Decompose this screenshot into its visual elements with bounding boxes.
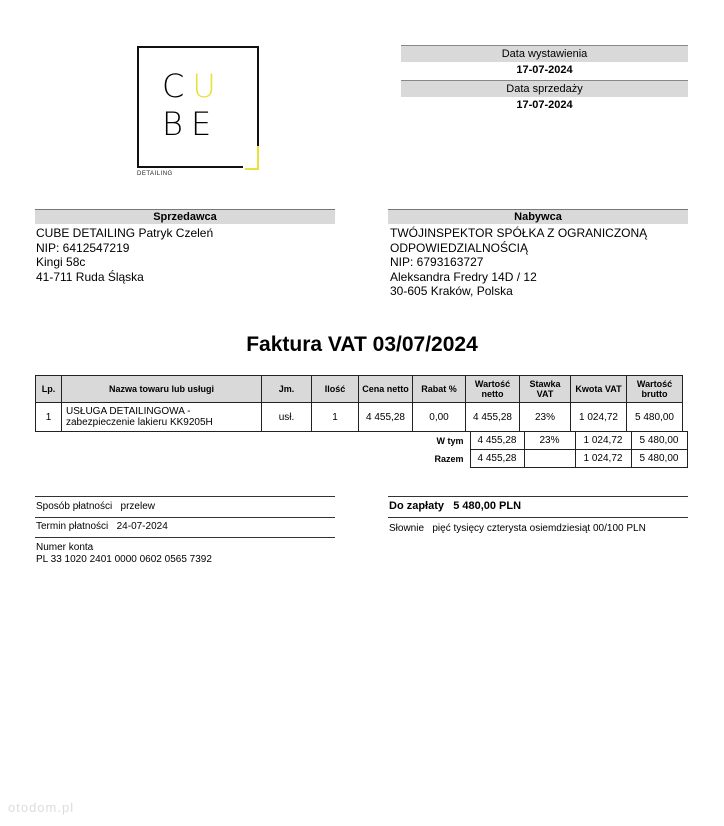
cell-value-net: 4 455,28 [466, 403, 520, 432]
summary-wtym-gross: 5 480,00 [631, 432, 687, 450]
to-pay-top-divider [388, 496, 688, 497]
buyer-name-line2: ODPOWIEDZIALNOŚCIĄ [390, 240, 529, 255]
summary-row-razem [35, 450, 687, 468]
to-pay-value: 5 480,00 PLN [453, 500, 522, 512]
table-row [36, 403, 683, 432]
buyer-header: Nabywca [388, 209, 688, 224]
seller-block [36, 226, 213, 284]
cell-price-net: 4 455,28 [359, 403, 413, 432]
col-header-value-net: Wartość netto [466, 376, 520, 403]
summary-wtym-label: W tym [436, 435, 464, 446]
cell-discount: 0,00 [413, 403, 466, 432]
cell-unit: usł. [262, 403, 312, 432]
payment-due-label: Termin płatności [36, 521, 109, 532]
col-header-value-gross: Wartość brutto [627, 376, 683, 403]
summary-table [35, 431, 688, 468]
cell-value-gross: 5 480,00 [627, 403, 683, 432]
cell-name-line2: zabezpieczenie lakieru KK9205H [66, 417, 213, 428]
payment-due-value: 24-07-2024 [116, 521, 168, 532]
summary-wtym-net: 4 455,28 [470, 432, 524, 450]
summary-razem-label: Razem [434, 453, 464, 464]
payment-method-row [36, 497, 336, 517]
summary-razem-vat: 1 024,72 [575, 450, 631, 468]
issue-date-value: 17-07-2024 [516, 64, 573, 76]
summary-razem-rate [524, 450, 575, 468]
bank-account-block [36, 542, 212, 566]
items-table [35, 375, 683, 432]
col-header-name: Nazwa towaru lub usługi [62, 376, 262, 403]
col-header-unit: Jm. [262, 376, 312, 403]
seller-nip: NIP: 6412547219 [36, 240, 130, 255]
logo-letter-u: U [192, 67, 224, 105]
cell-vat-amount: 1 024,72 [571, 403, 627, 432]
logo-accent-vertical [257, 146, 259, 170]
summary-row-wtym [35, 432, 687, 450]
summary-razem-gross: 5 480,00 [631, 450, 687, 468]
payment-due-row [36, 517, 336, 537]
buyer-block [390, 226, 647, 299]
col-header-vat-amount: Kwota VAT [571, 376, 627, 403]
cell-lp: 1 [36, 403, 62, 432]
summary-razem-net: 4 455,28 [470, 450, 524, 468]
payment-method-label: Sposób płatności [36, 501, 113, 512]
sale-date-value: 17-07-2024 [516, 99, 573, 111]
logo-letter-c: C [162, 67, 193, 105]
amount-in-words-row [389, 523, 646, 534]
seller-city: 41-711 Ruda Śląska [36, 269, 144, 284]
seller-name: CUBE DETAILING Patryk Czeleń [36, 226, 214, 240]
summary-wtym-vat: 1 024,72 [575, 432, 631, 450]
payment-bottom-divider [35, 537, 335, 538]
cell-name-line1: USŁUGA DETAILINGOWA - [66, 406, 191, 417]
seller-street: Kingi 58c [36, 255, 86, 269]
logo-row-2: BE [162, 105, 220, 143]
cell-name [62, 403, 262, 432]
invoice-title: Faktura VAT 03/07/2024 [246, 333, 478, 356]
cell-vat-rate: 23% [520, 403, 571, 432]
col-header-qty: Ilość [312, 376, 359, 403]
bank-account-value: PL 33 1020 2401 0000 0602 0565 7392 [36, 554, 212, 565]
seller-header: Sprzedawca [35, 209, 335, 224]
issue-date-label: Data wystawienia [401, 45, 688, 62]
bank-account-label: Numer konta [36, 542, 94, 553]
logo-subtitle: DETAILING [137, 171, 173, 177]
payment-method-value: przelew [120, 501, 155, 512]
amount-in-words-value: pięć tysięcy czterysta osiemdziesiąt 00/100 PLN [432, 523, 646, 534]
buyer-name-line1: TWÓJINSPEKTOR SPÓŁKA Z OGRANICZONĄ [390, 226, 648, 240]
logo-row-1 [162, 67, 224, 105]
col-header-price-net: Cena netto [359, 376, 413, 403]
cell-qty: 1 [312, 403, 359, 432]
logo-accent-horizontal [245, 168, 259, 170]
col-header-discount: Rabat % [413, 376, 466, 403]
buyer-nip: NIP: 6793163727 [390, 255, 484, 269]
col-header-vat-rate: Stawka VAT [520, 376, 571, 403]
sale-date-label: Data sprzedaży [401, 80, 688, 97]
watermark: otodom.pl [8, 800, 75, 815]
amount-in-words-label: Słownie [389, 523, 425, 534]
to-pay-bottom-divider [388, 517, 688, 518]
buyer-city: 30-605 Kraków, Polska [390, 284, 513, 298]
items-header-row [36, 376, 683, 403]
col-header-lp: Lp. [36, 376, 62, 403]
logo-frame-bottom [137, 166, 243, 168]
to-pay-label: Do zapłaty [389, 500, 445, 512]
buyer-street: Aleksandra Fredry 14D / 12 [390, 269, 537, 284]
summary-wtym-rate: 23% [524, 432, 575, 450]
to-pay-row [389, 500, 521, 512]
